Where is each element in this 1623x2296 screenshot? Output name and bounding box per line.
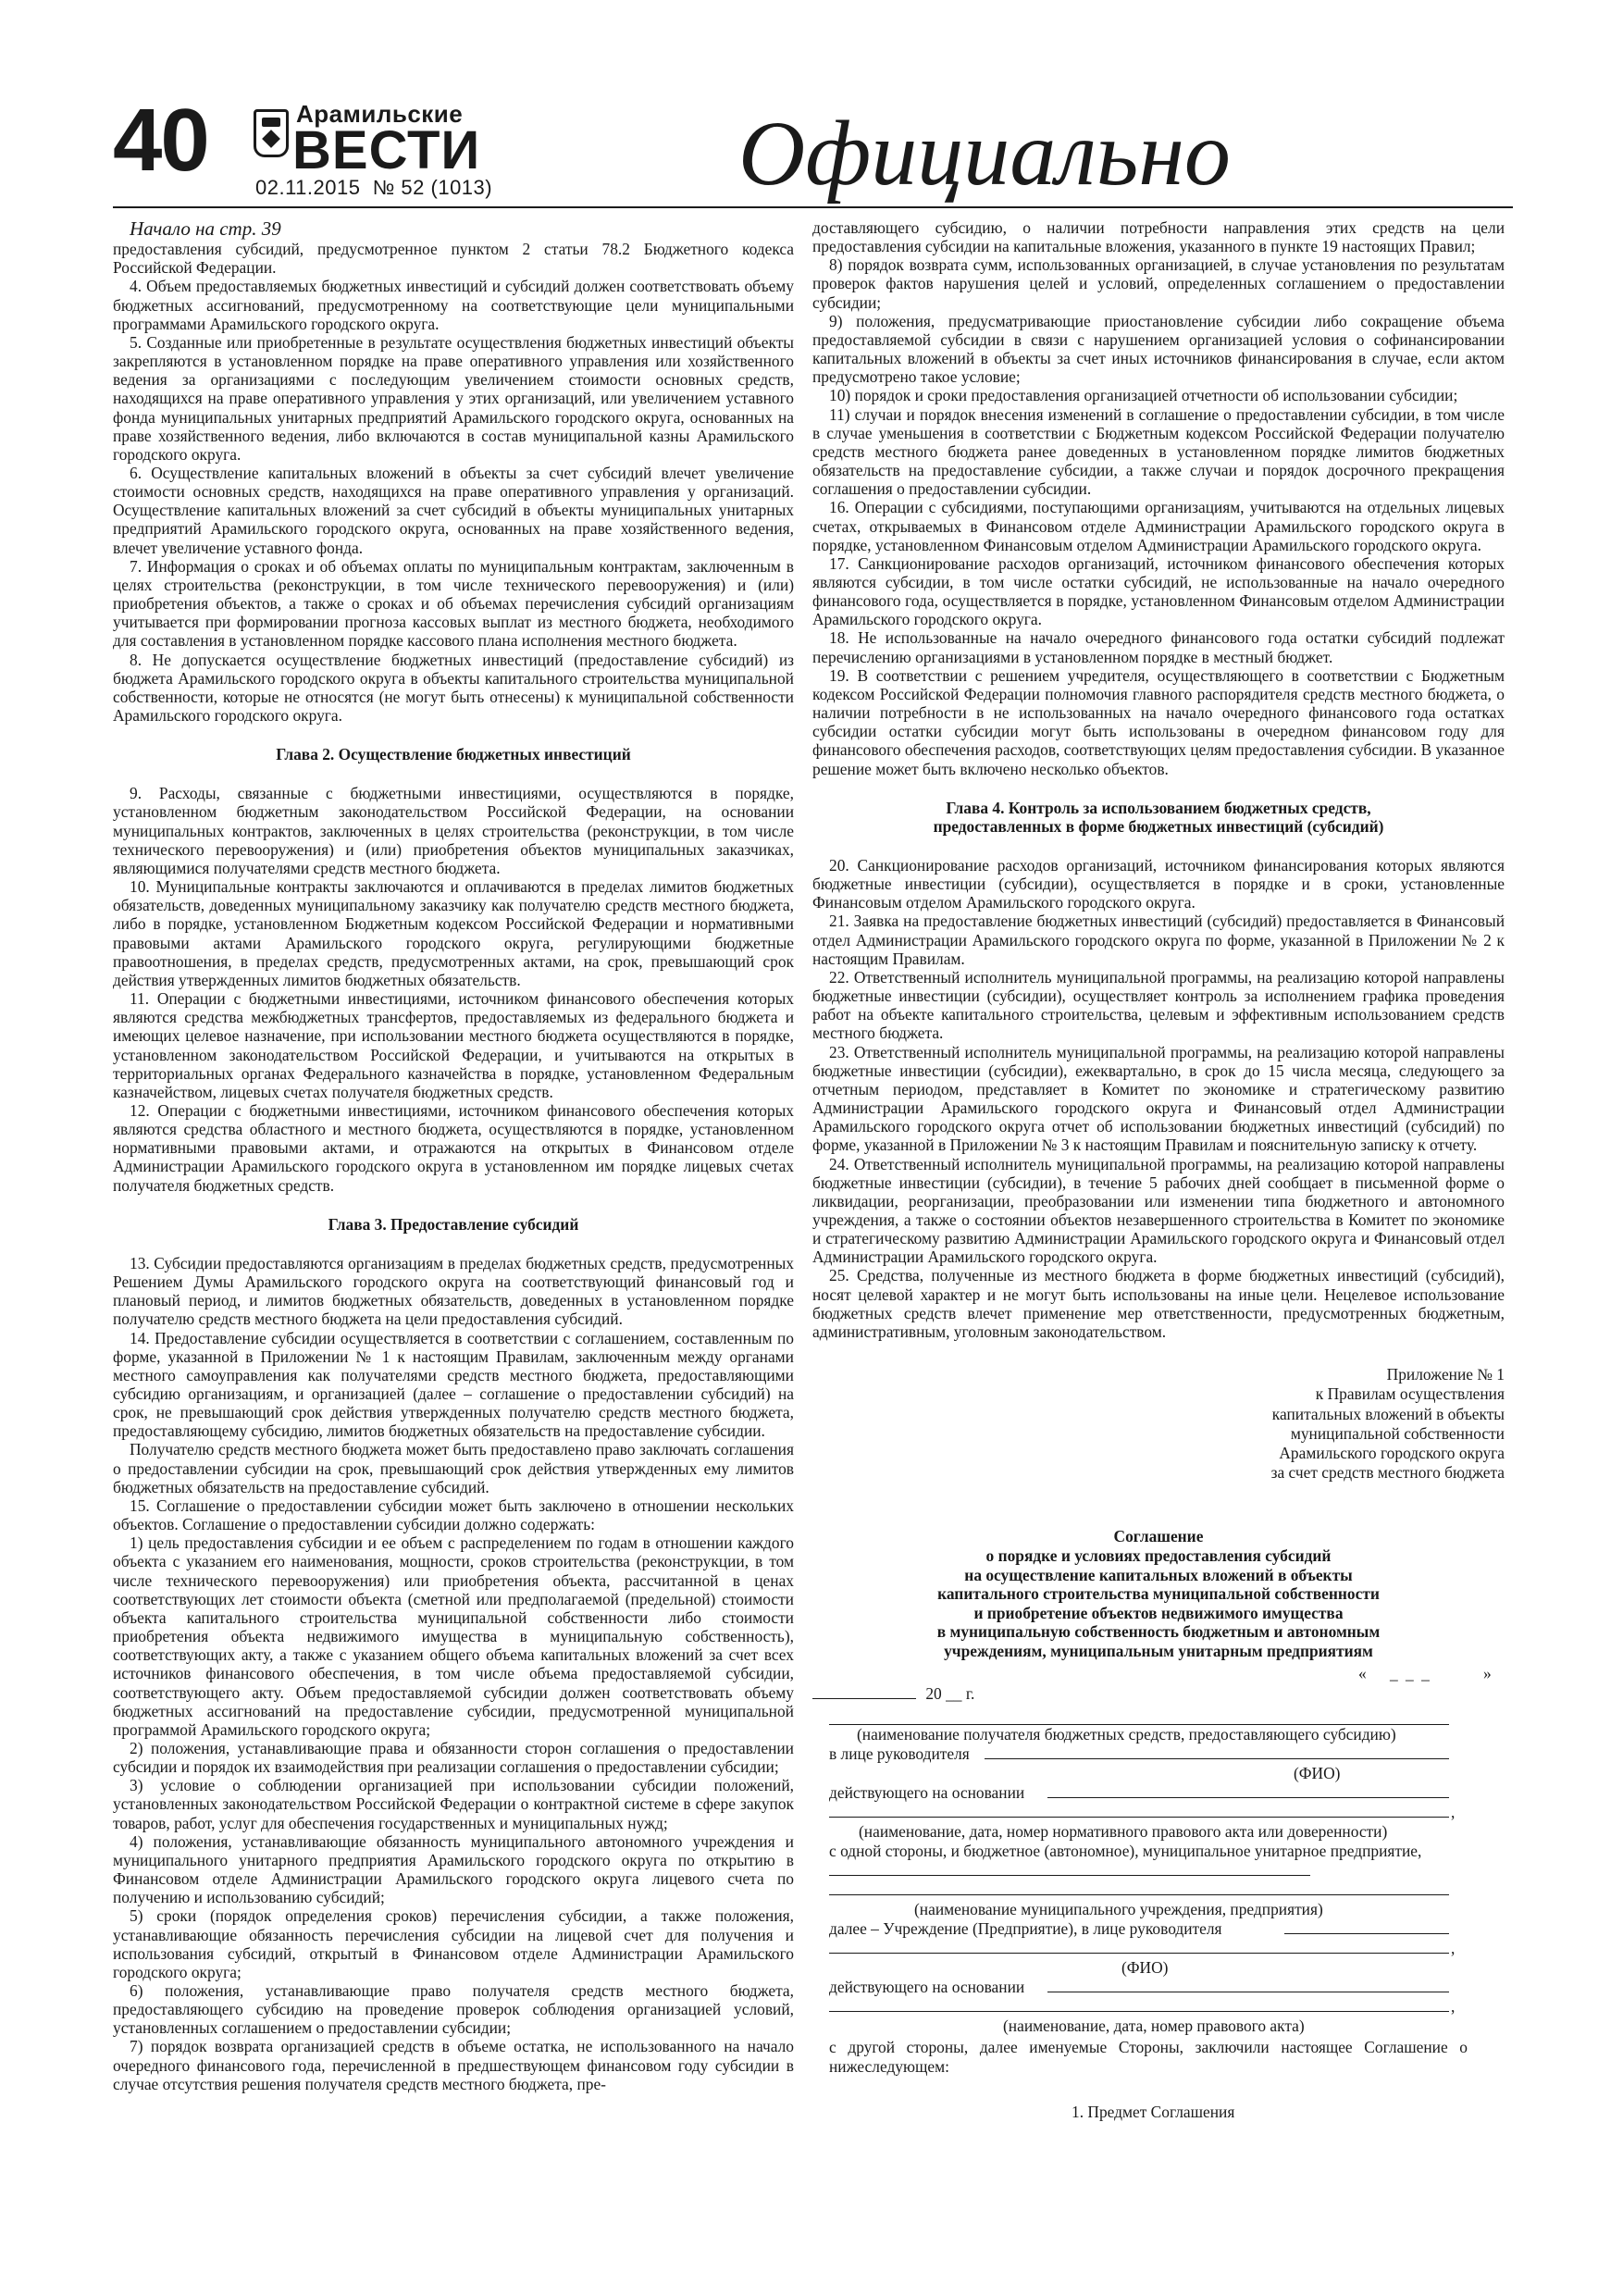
paragraph-10: 10. Муниципальные контракты заключаются и оплачиваются в пределах лимитов бюджетных обязательств, доведенных муниципальному заказчику как получателю средств местного бюджета, либо в порядке, установленном Бюджетным кодексом Российской Федерации и нормативными правовыми актами Арамильского городского округа, регулирующими бюджетные правоотношения, в пределах средств, предусмотренных актами, на срок, превышающий срок действия утвержденных лимитов бюджетных обязательств. <box>113 877 794 989</box>
paragraph-14b: Получателю средств местного бюджета может быть предоставлено право заключать соглашения о предоставлении субсидии на срок, превышающий срок действия утвержденных ему лимитов бюджетных обязательств на предоставление субсидий. <box>113 1440 794 1496</box>
institution-blank-2 <box>829 1880 1449 1895</box>
agreement-title-line: о порядке и условиях предоставления субсидий <box>985 1546 1332 1565</box>
left-column <box>113 218 794 2264</box>
paragraph-16: 16. Операции с субсидиями, поступающими организациям, учитываются на отдельных лицевых счетах, открываемых в Финансовом отделе Администрации Арамильского городского округа в порядке, установленном Финансовым отделом Администрации Арамильского городского округа. <box>812 498 1505 554</box>
chapter-4-line-1: Глава 4. Контроль за использованием бюджетных средств, <box>946 798 1371 817</box>
paragraph-continued: доставляющего субсидию, о наличии потребности направления этих средств на цели предоставления субсидии на капитальные вложения, указанного в пункте 19 настоящих Правил; <box>812 218 1505 256</box>
paragraph-11: 11. Операции с бюджетными инвестициями, источником финансового обеспечения которых являются средства межбюджетных трансфертов, предоставляемых из федерального бюджета и имеющих целевое назначение, при использовании местного бюджета осуществляются в порядке, установленном законодательством Российской Федерации, и учитываются на открытых в территориальных органах Федерального казначейства в порядке, установленном Федеральным казначейством, лицевых счетах получателя бюджетных средств. <box>113 989 794 1101</box>
paragraph-4: 4. Объем предоставляемых бюджетных инвестиций и субсидий должен соответствовать объему бюджетных ассигнований, предусмотренному на соответствующие цели муниципальными программами Арамильского городского округа. <box>113 277 794 333</box>
paragraph-9: 9. Расходы, связанные с бюджетными инвестициями, осуществляются в порядке, установленном бюджетным законодательством Российской Федерации, на основании муниципальных контрактов, заключенных в целях строительства (реконструкции, в том числе технического перевооружения) и (или) приобретения объектов муниципальных заказчиках, являющимися получателями средств местного бюджета. <box>113 784 794 877</box>
list-item-15-4: 4) положения, устанавливающие обязанность муниципального автономного учреждения и муниципального унитарного предприятия Арамильского городского округа по открытию в Финансовом отделе Администрации Арамильского городского округа лицевого счета по получению и использованию субсидий; <box>113 1831 794 1907</box>
recipient-blank <box>829 1710 1449 1725</box>
agreement-title <box>812 1527 1505 1660</box>
head-label: в лице руководителя <box>829 1744 970 1764</box>
list-item-15-3: 3) условие о соблюдении организацией при использовании субсидии положений, установленных законодательством Российской Федерации о контрактной системе в сфере закупок товаров, работ, услуг для обеспечения государственных и муниципальных нужд; <box>113 1776 794 1832</box>
basis-blank <box>1047 1783 1449 1798</box>
paragraph-6: 6. Осуществление капитальных вложений в объекты за счет субсидий влечет увеличение стоимости основных средств, находящихся на праве оперативного управления у организаций. Осуществление капитальных вложений за счет субсидий в объекты муниципальных унитарных предприятий Арамильского городского округа, основанных на праве хозяйственного ведения, влечет увеличение уставного фонда. <box>113 463 794 557</box>
form-hereinafter-row <box>812 1919 1505 1939</box>
one-side-text: с одной стороны, и бюджетное (автономное), муниципальное унитарное предприятие, <box>829 1842 1422 1861</box>
annex-line: к Правилам осуществления <box>1315 1384 1505 1404</box>
form-basis-row <box>812 1783 1505 1803</box>
paragraph-5: 5. Созданные или приобретенные в результате осуществления бюджетных инвестиций объекты закрепляются в установленном порядке на праве оперативного управления или хозяйственного ведения за организациями с последующим увеличением стоимости основных средств, находящихся на праве оперативного управления у этих организаций, или увеличением уставного фонда муниципальных унитарных предприятий Арамильского городского округа, основанных на праве хозяйственного ведения, либо включаются в состав муниципальной казны Арамильского городского округа. <box>113 332 794 464</box>
act2-caption: (наименование, дата, номер правового акта) <box>1003 2017 1305 2036</box>
paragraph-15: 15. Соглашение о предоставлении субсидии может быть заключено в отношении нескольких объектов. Соглашение о предоставлении субсидии должно содержать: <box>113 1496 794 1534</box>
list-item-15-10: 10) порядок и сроки предоставления организацией отчетности об использовании субсидии; <box>829 386 1458 405</box>
list-item-15-8: 8) порядок возврата сумм, использованных организацией, в случае установления по результатам проверок фактов нарушения целей и условий, определенных соглашением о предоставлении субсидии; <box>812 255 1505 312</box>
date-dashes: _ _ _ <box>1390 1664 1431 1683</box>
list-item-15-9: 9) положения, предусматривающие приостановление субсидии либо сокращение объема предоставляемой субсидии в связи с нарушением организацией условия о софинансировании капитальных вложений в объекты за счет иных источников финансирования в случае, если актом предусмотрено такое условие; <box>812 311 1505 387</box>
head-blank-2 <box>1284 1919 1449 1934</box>
act-caption: (наименование, дата, номер нормативного правового акта или доверенности) <box>859 1822 1388 1842</box>
annex-line: за счет средств местного бюджета <box>1270 1463 1505 1483</box>
form-fio-row <box>812 1958 1505 1978</box>
section-title: Официально <box>738 102 1231 205</box>
issue-number: № 52 (1013) <box>372 176 493 199</box>
quote-close: » <box>1483 1664 1492 1683</box>
paragraph-23: 23. Ответственный исполнитель муниципальной программы, на реализацию которой направлены бюджетные инвестиции (субсидии), ежеквартально, в срок до 15 числа месяца, следующего за отчетным периодом, представляет в Комитет по экономике и стратегическому развитию Администрации Арамильского городского округа и Финансовый отдел Администрации Арамильского городского округа отчет об использовании бюджетных инвестиций (субсидий) по форме, указанной в Приложении № 3 к настоящим Правилам и пояснительную записку к отчету. <box>812 1042 1505 1155</box>
act2-blank <box>829 1997 1449 2012</box>
annex-line: капитальных вложений в объекты <box>1271 1404 1505 1423</box>
form-one-side-row <box>812 1842 1505 1861</box>
paragraph-19: 19. В соответствии с решением учредителя, осуществляющего в соответствии с Бюджетным кодексом Российской Федерации полномочия главного распорядителя средств местного бюджета, о наличии потребности в не использованных на начало очередного финансового года остатках субсидии остатки субсидии могут быть использованы в очередном финансовом году для финансового обеспечения расходов, соответствующих целям предоставления субсидии. В указанное решение может быть включено несколько объектов. <box>812 665 1505 778</box>
page-number: 40 <box>113 91 208 190</box>
form-blank-row <box>812 1861 1505 1880</box>
form-date-quote-row <box>812 1664 1505 1684</box>
institution-caption: (наименование муниципального учреждения, предприятия) <box>914 1900 1323 1919</box>
paragraph-21: 21. Заявка на предоставление бюджетных инвестиций (субсидий) предоставляется в Финансовый отдел Администрации Арамильского городского округа по форме, указанной в Приложении № 2 к настоящим Правилам. <box>812 912 1505 968</box>
form-blank-row: , <box>812 1803 1505 1822</box>
paragraph-7: 7. Информация о сроках и об объемах оплаты по муниципальным контрактам, заключенным в целях строительства (реконструкции, в том числе технического перевооружения) и (или) приобретения объектов, а также о сроках и об объемах перечисления субсидий организациям учитывается при формировании прогноза кассовых выплат из местного бюджета, необходимого для составления в установленном порядке кассового плана исполнения местного бюджета. <box>113 556 794 651</box>
head-blank <box>985 1744 1449 1759</box>
right-column <box>812 218 1505 2264</box>
chapter-3-heading: Глава 3. Предоставление субсидий <box>328 1214 579 1234</box>
annex-reference <box>812 1365 1505 1483</box>
paragraph-24: 24. Ответственный исполнитель муниципальной программы, на реализацию которой направлены бюджетные инвестиции (субсидии), в течение 5 рабочих дней сообщает в письменной форме о ликвидации, реорганизации, преобразовании или изменении типа бюджетного и автономного учреждения, а также о состоянии объектов незавершенного строительства в Комитет по экономике и стратегическому развитию Администрации Арамильского городского округа и Финансовый отдел Администрации Арамильского городского округа. <box>812 1154 1505 1267</box>
form-fio-row <box>812 1764 1505 1783</box>
issue-date: 02.11.2015 <box>255 176 361 199</box>
form-year-row <box>812 1684 1505 1710</box>
form-blank-row <box>812 1710 1505 1725</box>
paragraph-20: 20. Санкционирование расходов организаций, источником финансирования которых являются бюджетные инвестиции (субсидии), осуществляется в порядке и в сроки, установленные Финансовым отделом Арамильского городского округа. <box>812 856 1505 912</box>
form-year: 20 __ г. <box>925 1684 975 1704</box>
form-head-row <box>812 1744 1505 1764</box>
recipient-caption: (наименование получателя бюджетных средств, предоставляющего субсидию) <box>857 1725 1396 1744</box>
form-other-side: с другой стороны, далее именуемые Стороны, заключили настоящее Соглашение о нижеследующем: <box>829 2038 1468 2077</box>
act-blank <box>829 1803 1449 1818</box>
institution-blank-1 <box>829 1861 1310 1876</box>
chapter-4-heading <box>812 799 1505 836</box>
paragraph-18: 18. Не использованные на начало очередного финансового года остатки субсидий подлежат перечислению организациями в установленном порядке в местный бюджет. <box>812 628 1505 666</box>
hereinafter-text: далее – Учреждение (Предприятие), в лице руководителя <box>829 1919 1222 1939</box>
chapter-2-heading: Глава 2. Осуществление бюджетных инвестиций <box>276 745 631 764</box>
form-caption-row <box>812 1822 1505 1842</box>
logo-brand-top: Арамильские <box>296 100 464 128</box>
paragraph-8: 8. Не допускается осуществление бюджетных инвестиций (предоставление субсидий) из бюджета Арамильского городского округа в объекты капитального строительства муниципальной собственности, которые не относятся (не могут быть отнесены) к муниципальной собственности Арамильского городского округа. <box>113 650 794 725</box>
agreement-title-line: и приобретение объектов недвижимого имущества <box>973 1603 1344 1622</box>
basis-blank-2 <box>1047 1978 1449 1992</box>
list-item-15-11: 11) случаи и порядок внесения изменений в соглашение о предоставлении субсидии, в том числе в случае уменьшения в соответствии с Бюджетным кодексом Российской Федерации получателю средств местного бюджета ранее доведенных в установленном порядке лимитов бюджетных обязательств на предоставление субсидии, а также случаи и порядок досрочного прекращения соглашения о предоставлении субсидии. <box>812 404 1505 499</box>
form-blank-row: , <box>812 1997 1505 2017</box>
fio-caption-2: (ФИО) <box>1121 1958 1169 1978</box>
agreement-title-line: учреждениям, муниципальным унитарным предприятиям <box>944 1641 1373 1660</box>
paragraph-17: 17. Санкционирование расходов организаций, источником финансового обеспечения которых являются субсидии, в том числе остатки субсидий, не использованные на начало очередного финансового года, осуществляется в порядке, установленном Финансовым отделом Администрации Арамильского городского округа. <box>812 553 1505 629</box>
issue-info <box>255 176 492 200</box>
list-item-15-7: 7) порядок возврата организацией средств в объеме остатка, не использованного на начало очередного финансового года, перечисленной в предшествующем финансовом году субсидии в случае отсутствия решения получателя средств местного бюджета, пре- <box>113 2037 794 2093</box>
chapter-4-line-2: предоставленных в форме бюджетных инвестиций (субсидий) <box>933 816 1384 836</box>
agreement-title-line: на осуществление капитальных вложений в объекты <box>964 1565 1353 1584</box>
list-item-15-1: 1) цель предоставления субсидии и ее объем с распределением по годам в отношении каждого объекта с указанием его наименования, мощности, сроков строительства (реконструкции, в том числе технического перевооружения) или приобретения объекта, рассчитанной в ценах соответствующих лет стоимости объекта (сметной или предполагаемой (предельной) стоимости объекта капитального строительства муниципальной собственности либо стоимости приобретения объекта недвижимого имущества в муниципальную собственность), соответствующих акту, а также с указанием общего объема капитальных вложений за счет всех источников финансового обеспечения, в том числе объема предоставляемой субсидии, соответствующего акту. Объем предоставляемой субсидии должен соответствовать объему бюджетных ассигнований на предоставление субсидии, предусмотренной муниципальной программой Арамильского городского округа; <box>113 1533 794 1739</box>
form-caption-row <box>812 1725 1505 1744</box>
paragraph-22: 22. Ответственный исполнитель муниципальной программы, на реализацию которой направлены бюджетные инвестиции (субсидии), осуществляет контроль за исполнением графика проведения работ на объекте капитального строительства, целевым и эффективным использованием средств местного бюджета. <box>812 967 1505 1043</box>
list-item-15-6: 6) положения, устанавливающие право получателя средств местного бюджета, предоставляющего субсидию на проведение проверок соблюдения организацией условий, установленных соглашением о предоставлении субсидии; <box>113 1981 794 2038</box>
basis-label: действующего на основании <box>829 1783 1025 1803</box>
form-caption-row <box>812 1900 1505 1919</box>
masthead <box>0 0 1623 222</box>
paragraph-25: 25. Средства, полученные из местного бюджета в форме бюджетных инвестиций (субсидий), носят целевой характер и не могут быть использованы на иные цели. Нецелевое использование бюджетных средств влечет применение мер ответственности, предусмотренных бюджетным, административным, уголовным законодательством. <box>812 1266 1505 1341</box>
form-blank-row: , <box>812 1939 1505 1958</box>
agreement-title-line: Соглашение <box>1113 1527 1204 1546</box>
list-item-15-5: 5) сроки (порядок определения сроков) перечисления субсидии, а также положения, устанавливающие обязанность перечисления субсидии на лицевой счет для получения и использования субсидий, открытый в Финансовом отделе Администрации Арамильского городского округа; <box>113 1906 794 1981</box>
form-blank-row <box>812 1880 1505 1900</box>
annex-line: муниципальной собственности <box>1290 1423 1505 1443</box>
form-caption-row <box>812 2017 1505 2036</box>
agreement-title-line: в муниципальную собственность бюджетным и автономным <box>936 1622 1381 1642</box>
list-item-15-2: 2) положения, устанавливающие права и обязанности сторон соглашения о предоставлении субсидии и порядок их взаимодействия при реализации соглашения о предоставлении субсидии; <box>113 1738 794 1777</box>
annex-line: Арамильского городского округа <box>1279 1444 1505 1462</box>
fio-blank <box>829 1939 1449 1954</box>
annex-line: Приложение № 1 <box>1386 1365 1505 1384</box>
continued-from: Начало на стр. 39 <box>130 218 281 240</box>
paragraph-14: 14. Предоставление субсидии осуществляется в соответствии с соглашением, составленным по форме, указанной в Приложении № 1 к настоящим Правилам, заключенным между органами местного самоуправления как получателями средств местного бюджета, предоставляющими субсидию организациям, и организацией (далее – соглашение о предоставлении субсидий) на срок, не превышающий срок действия утвержденных получателю средств местного бюджета, предоставляющему субсидию, лимитов бюджетных обязательств на предоставление субсидии. <box>113 1328 794 1441</box>
paragraph: предоставления субсидий, предусмотренное пунктом 2 статьи 78.2 Бюджетного кодекса Российской Федерации. <box>113 240 794 278</box>
date-blank <box>812 1684 916 1699</box>
form-basis-row <box>812 1978 1505 1997</box>
quote-open: « <box>1358 1664 1367 1683</box>
fio-caption: (ФИО) <box>1294 1764 1341 1783</box>
coat-of-arms-icon <box>254 109 289 157</box>
form-section-1: 1. Предмет Соглашения <box>1072 2102 1235 2121</box>
paragraph-12: 12. Операции с бюджетными инвестициями, источником финансового обеспечения которых являются средства областного и местного бюджета, осуществляются в порядке, установленном нормативными правовыми актами, и отражаются на открытых в Финансовом отделе Администрации Арамильского городского округа в установленном им порядке лицевых счетах получателя бюджетных средств. <box>113 1100 794 1195</box>
masthead-divider <box>113 206 1513 208</box>
basis-label-2: действующего на основании <box>829 1978 1025 1997</box>
paragraph-13: 13. Субсидии предоставляются организациям в пределах бюджетных средств, предусмотренных Решением Думы Арамильского городского округа на соответствующий финансовый год и плановый период, и лимитов бюджетных обязательств, доведенных в установленном порядке получателю средств местного бюджета на цели предоставления субсидий. <box>113 1253 794 1329</box>
agreement-form <box>812 1664 1505 2122</box>
logo-brand-main: ВЕСТИ <box>292 120 481 180</box>
agreement-title-line: капитального строительства муниципальной собственности <box>937 1584 1380 1604</box>
